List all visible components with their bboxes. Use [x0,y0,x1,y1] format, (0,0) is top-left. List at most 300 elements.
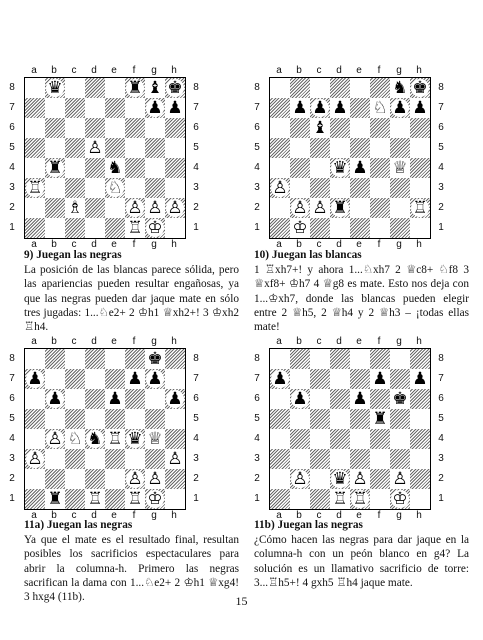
square-a5 [25,138,45,158]
chess-piece-icon: ♟ [47,389,63,409]
rank-labels-left [251,77,263,237]
rank-label: 4 [193,161,199,173]
square-d5 [330,138,350,158]
square-a1 [270,489,290,509]
square-g8 [390,349,410,369]
rank-label: 7 [438,372,444,384]
rank-label: 6 [193,121,199,133]
file-label: h [416,239,422,250]
rank-label: 7 [193,101,199,113]
rank-labels-right [190,348,202,508]
rank-label: 2 [254,201,260,213]
file-label: f [132,510,136,521]
chess-piece-icon: ♔ [147,489,163,509]
square-g6 [390,118,410,138]
square-f4 [125,429,145,449]
square-c5 [65,409,85,429]
square-g3 [145,178,165,198]
caption-title: 11b) Juegan las negras [254,519,363,531]
caption-body: 1 ♖xh7+! y ahora 1...♘xh7 2 ♕c8+ ♘f8 3 ♕xf8+ ♔h7 4 ♕g8 es mate. Esto nos deja con 1...♔xh7, donde las blancas pueden elegir entre 2 ♕h5, 2 ♕h4 y 2 ♕h3 – ¡todas ellas mate! [254,264,469,334]
square-f1 [370,218,390,238]
chess-piece-icon: ♟ [412,369,428,389]
file-label: f [132,65,136,76]
file-label: c [71,65,77,76]
chess-piece-icon: ♟ [147,98,163,118]
square-f2 [125,198,145,218]
square-a8 [270,78,290,98]
rank-label: 3 [438,452,444,464]
rank-label: 8 [193,352,199,364]
square-g3 [145,449,165,469]
square-d6 [330,389,350,409]
caption-title: 11a) Juegan las negras [24,519,133,531]
square-h3 [410,449,430,469]
square-f6 [370,118,390,138]
square-g1 [390,218,410,238]
square-a8 [25,78,45,98]
chess-piece-icon: ♙ [127,469,143,489]
square-h5 [165,138,185,158]
chess-piece-icon: ♜ [47,158,63,178]
square-a7 [270,369,290,389]
file-label: d [336,65,342,76]
file-labels-top [269,336,429,348]
caption-title: 10) Juegan las blancas [254,249,362,261]
square-f8 [370,349,390,369]
square-e1 [105,489,125,509]
square-a7 [270,98,290,118]
square-b2 [45,469,65,489]
file-label: f [377,510,381,521]
square-g8 [145,78,165,98]
square-f7 [370,98,390,118]
file-label: g [151,336,157,347]
file-label: h [416,65,422,76]
square-e2 [350,469,370,489]
chess-piece-icon: ♖ [107,429,123,449]
square-h3 [165,178,185,198]
square-d1 [330,218,350,238]
square-c3 [310,178,330,198]
square-f6 [125,389,145,409]
file-label: e [111,510,117,521]
chess-piece-icon: ♚ [392,389,408,409]
square-a5 [270,409,290,429]
file-label: h [416,336,422,347]
rank-label: 8 [9,352,15,364]
square-f4 [125,158,145,178]
chess-piece-icon: ♖ [127,218,143,238]
square-c2 [65,198,85,218]
square-a3 [270,449,290,469]
rank-label: 2 [254,472,260,484]
square-h2 [410,198,430,218]
chess-piece-icon: ♗ [67,198,83,218]
square-a8 [25,349,45,369]
square-c4 [65,429,85,449]
square-b6 [290,389,310,409]
rank-label: 5 [438,412,444,424]
chess-piece-icon: ♟ [352,158,368,178]
square-f1 [125,218,145,238]
chess-piece-icon: ♚ [147,349,163,369]
square-a4 [270,429,290,449]
caption-body: ¿Cómo hacen las negras para dar jaque en la columna-h con un peón blanco en g4? La solución es un llamativo sacrificio de torre: 3...♖h5+! 4 gxh5 ♖h4 jaque mate. [254,534,469,589]
square-e7 [105,98,125,118]
chess-piece-icon: ♕ [392,158,408,178]
square-b6 [45,118,65,138]
square-e3 [105,449,125,469]
chess-piece-icon: ♙ [272,178,288,198]
file-label: c [316,336,322,347]
caption-body: La posición de las blancas parece sólida, pero las apariencias pueden resultar engañosas, ya que las negras pueden dar jaque mate en sólo tres jugadas: 1...♘e2+ 2 ♔h1 ♕xh2+! 3 ♔xh2 ♖h4. [24,264,239,334]
square-g4 [145,158,165,178]
chess-piece-icon: ♟ [392,98,408,118]
square-g4 [390,429,410,449]
chess-piece-icon: ♟ [292,389,308,409]
square-b1 [290,489,310,509]
square-e6 [105,118,125,138]
square-d4 [330,429,350,449]
square-f8 [125,349,145,369]
square-d8 [85,78,105,98]
chess-piece-icon: ♜ [127,78,143,98]
chess-piece-icon: ♟ [107,389,123,409]
square-c4 [310,158,330,178]
file-label: e [356,239,362,250]
rank-label: 5 [193,412,199,424]
chess-piece-icon: ♚ [167,78,183,98]
chess-piece-icon: ♟ [272,369,288,389]
chess-piece-icon: ♙ [292,469,308,489]
square-c7 [65,98,85,118]
square-c2 [310,469,330,489]
rank-label: 1 [438,221,444,233]
square-e3 [350,449,370,469]
square-d6 [85,389,105,409]
square-d7 [85,98,105,118]
square-h6 [165,389,185,409]
file-label: b [296,239,302,250]
square-e4 [105,158,125,178]
file-label: f [377,239,381,250]
file-label: b [51,336,57,347]
square-g2 [390,198,410,218]
page-number: 15 [235,594,248,608]
square-g1 [145,218,165,238]
square-h5 [165,409,185,429]
square-e8 [350,349,370,369]
file-labels-top [269,65,429,77]
square-b3 [290,178,310,198]
square-a4 [270,158,290,178]
rank-label: 6 [254,392,260,404]
chess-piece-icon: ♖ [127,489,143,509]
square-g6 [145,389,165,409]
square-g5 [145,138,165,158]
file-label: g [151,239,157,250]
chess-piece-icon: ♝ [147,78,163,98]
file-label: a [31,239,37,250]
square-c8 [310,349,330,369]
square-d7 [330,369,350,389]
file-label: h [171,510,177,521]
square-f4 [370,429,390,449]
square-d4 [85,429,105,449]
square-e6 [105,389,125,409]
square-d7 [330,98,350,118]
square-d1 [330,489,350,509]
square-b3 [45,449,65,469]
square-d2 [330,469,350,489]
square-d3 [85,449,105,469]
chess-piece-icon: ♟ [352,389,368,409]
file-label: d [91,510,97,521]
square-g2 [145,469,165,489]
rank-label: 2 [193,472,199,484]
square-c5 [310,138,330,158]
rank-label: 2 [9,472,15,484]
chess-piece-icon: ♛ [332,158,348,178]
square-e6 [350,118,370,138]
square-a3 [270,178,290,198]
caption-11b [254,518,469,590]
square-a2 [270,198,290,218]
caption-body: Ya que el mate es el resultado final, resultan posibles los sacrificios espectaculares para abrir la columna-h. Primero las negras sacrifican la dama con 1...♘e2+ 2 ♔h1 ♕xg4! 3 hxg4 (11b). [24,534,239,604]
square-a6 [270,118,290,138]
square-e1 [350,218,370,238]
rank-label: 3 [193,452,199,464]
square-b5 [45,138,65,158]
square-d4 [330,158,350,178]
square-b5 [290,409,310,429]
square-g2 [390,469,410,489]
rank-label: 2 [9,201,15,213]
square-b6 [290,118,310,138]
file-label: d [336,510,342,521]
chess-piece-icon: ♘ [372,98,388,118]
square-f1 [370,489,390,509]
square-b3 [45,178,65,198]
square-e2 [105,198,125,218]
chess-piece-icon: ♜ [372,409,388,429]
square-a4 [25,429,45,449]
file-label: h [171,239,177,250]
square-e2 [105,469,125,489]
square-b8 [290,349,310,369]
square-c3 [65,178,85,198]
rank-label: 5 [438,141,444,153]
square-e1 [350,489,370,509]
rank-label: 1 [438,492,444,504]
square-f6 [370,389,390,409]
square-c1 [310,218,330,238]
rank-label: 7 [9,101,15,113]
square-g3 [390,178,410,198]
square-b4 [290,429,310,449]
file-label: b [51,65,57,76]
square-b2 [290,469,310,489]
square-a1 [270,218,290,238]
square-e3 [350,178,370,198]
square-e7 [350,369,370,389]
square-b7 [45,98,65,118]
square-b7 [290,369,310,389]
square-g7 [390,369,410,389]
square-e4 [105,429,125,449]
caption-11a [24,518,239,604]
rank-label: 7 [193,372,199,384]
file-label: a [276,336,282,347]
square-d1 [85,489,105,509]
square-h1 [165,489,185,509]
square-h2 [410,469,430,489]
square-h6 [410,118,430,138]
square-c3 [310,449,330,469]
chess-piece-icon: ♖ [352,489,368,509]
chess-piece-icon: ♟ [27,369,43,389]
chess-piece-icon: ♙ [312,198,328,218]
square-d3 [330,178,350,198]
file-label: a [276,239,282,250]
square-e8 [350,78,370,98]
chess-board [24,77,186,239]
square-a2 [270,469,290,489]
square-a5 [25,409,45,429]
square-c7 [310,98,330,118]
square-f7 [370,369,390,389]
square-h5 [410,138,430,158]
rank-label: 8 [438,81,444,93]
square-h4 [165,158,185,178]
square-h8 [165,78,185,98]
file-label: b [51,510,57,521]
square-c6 [310,118,330,138]
rank-label: 4 [9,161,15,173]
square-c6 [65,389,85,409]
rank-label: 4 [193,432,199,444]
chess-piece-icon: ♙ [352,469,368,489]
square-c8 [65,349,85,369]
chess-piece-icon: ♖ [332,489,348,509]
file-label: d [91,65,97,76]
file-label: a [276,65,282,76]
file-label: g [396,510,402,521]
square-g7 [145,98,165,118]
square-g4 [145,429,165,449]
chess-piece-icon: ♟ [167,98,183,118]
square-d5 [85,409,105,429]
square-e3 [105,178,125,198]
square-f8 [125,78,145,98]
square-d1 [85,218,105,238]
file-label: h [171,65,177,76]
square-c8 [310,78,330,98]
chess-piece-icon: ♙ [47,429,63,449]
square-b4 [45,158,65,178]
square-a2 [25,469,45,489]
square-g8 [145,349,165,369]
square-h1 [410,218,430,238]
file-label: c [316,239,322,250]
square-d6 [330,118,350,138]
chess-piece-icon: ♖ [412,198,428,218]
file-label: g [396,239,402,250]
square-g1 [390,489,410,509]
file-label: f [377,65,381,76]
file-label: f [377,336,381,347]
square-d3 [85,178,105,198]
square-e7 [350,98,370,118]
square-f5 [370,138,390,158]
square-c7 [310,369,330,389]
square-h4 [410,429,430,449]
chess-piece-icon: ♔ [147,218,163,238]
file-label: h [416,510,422,521]
rank-label: 8 [9,81,15,93]
square-g5 [390,138,410,158]
square-b8 [45,349,65,369]
square-h3 [410,178,430,198]
file-label: c [71,510,77,521]
square-a2 [25,198,45,218]
file-label: e [111,65,117,76]
rank-label: 1 [9,221,15,233]
file-label: f [132,239,136,250]
square-d7 [85,369,105,389]
chess-piece-icon: ♕ [147,429,163,449]
chess-piece-icon: ♝ [312,118,328,138]
file-label: g [396,65,402,76]
chess-piece-icon: ♟ [147,369,163,389]
square-f3 [370,178,390,198]
rank-label: 3 [438,181,444,193]
chess-piece-icon: ♞ [87,429,103,449]
rank-label: 4 [9,432,15,444]
square-d2 [85,469,105,489]
rank-label: 7 [254,372,260,384]
caption-9 [24,248,239,334]
rank-label: 5 [9,412,15,424]
file-label: c [316,510,322,521]
square-a6 [25,389,45,409]
file-label: g [151,65,157,76]
square-f2 [370,469,390,489]
rank-labels-left [6,77,18,237]
rank-label: 1 [193,221,199,233]
square-b5 [290,138,310,158]
square-h1 [165,218,185,238]
chess-piece-icon: ♟ [312,98,328,118]
square-c1 [65,489,85,509]
square-e5 [350,138,370,158]
square-b8 [290,78,310,98]
square-e4 [350,429,370,449]
square-c4 [65,158,85,178]
square-b1 [290,218,310,238]
square-h2 [165,469,185,489]
chess-piece-icon: ♛ [127,429,143,449]
square-a6 [25,118,45,138]
square-e5 [350,409,370,429]
file-label: b [296,65,302,76]
square-c2 [65,469,85,489]
rank-label: 6 [254,121,260,133]
chess-piece-icon: ♙ [27,449,43,469]
chess-piece-icon: ♚ [412,78,428,98]
square-h6 [165,118,185,138]
file-label: g [151,510,157,521]
